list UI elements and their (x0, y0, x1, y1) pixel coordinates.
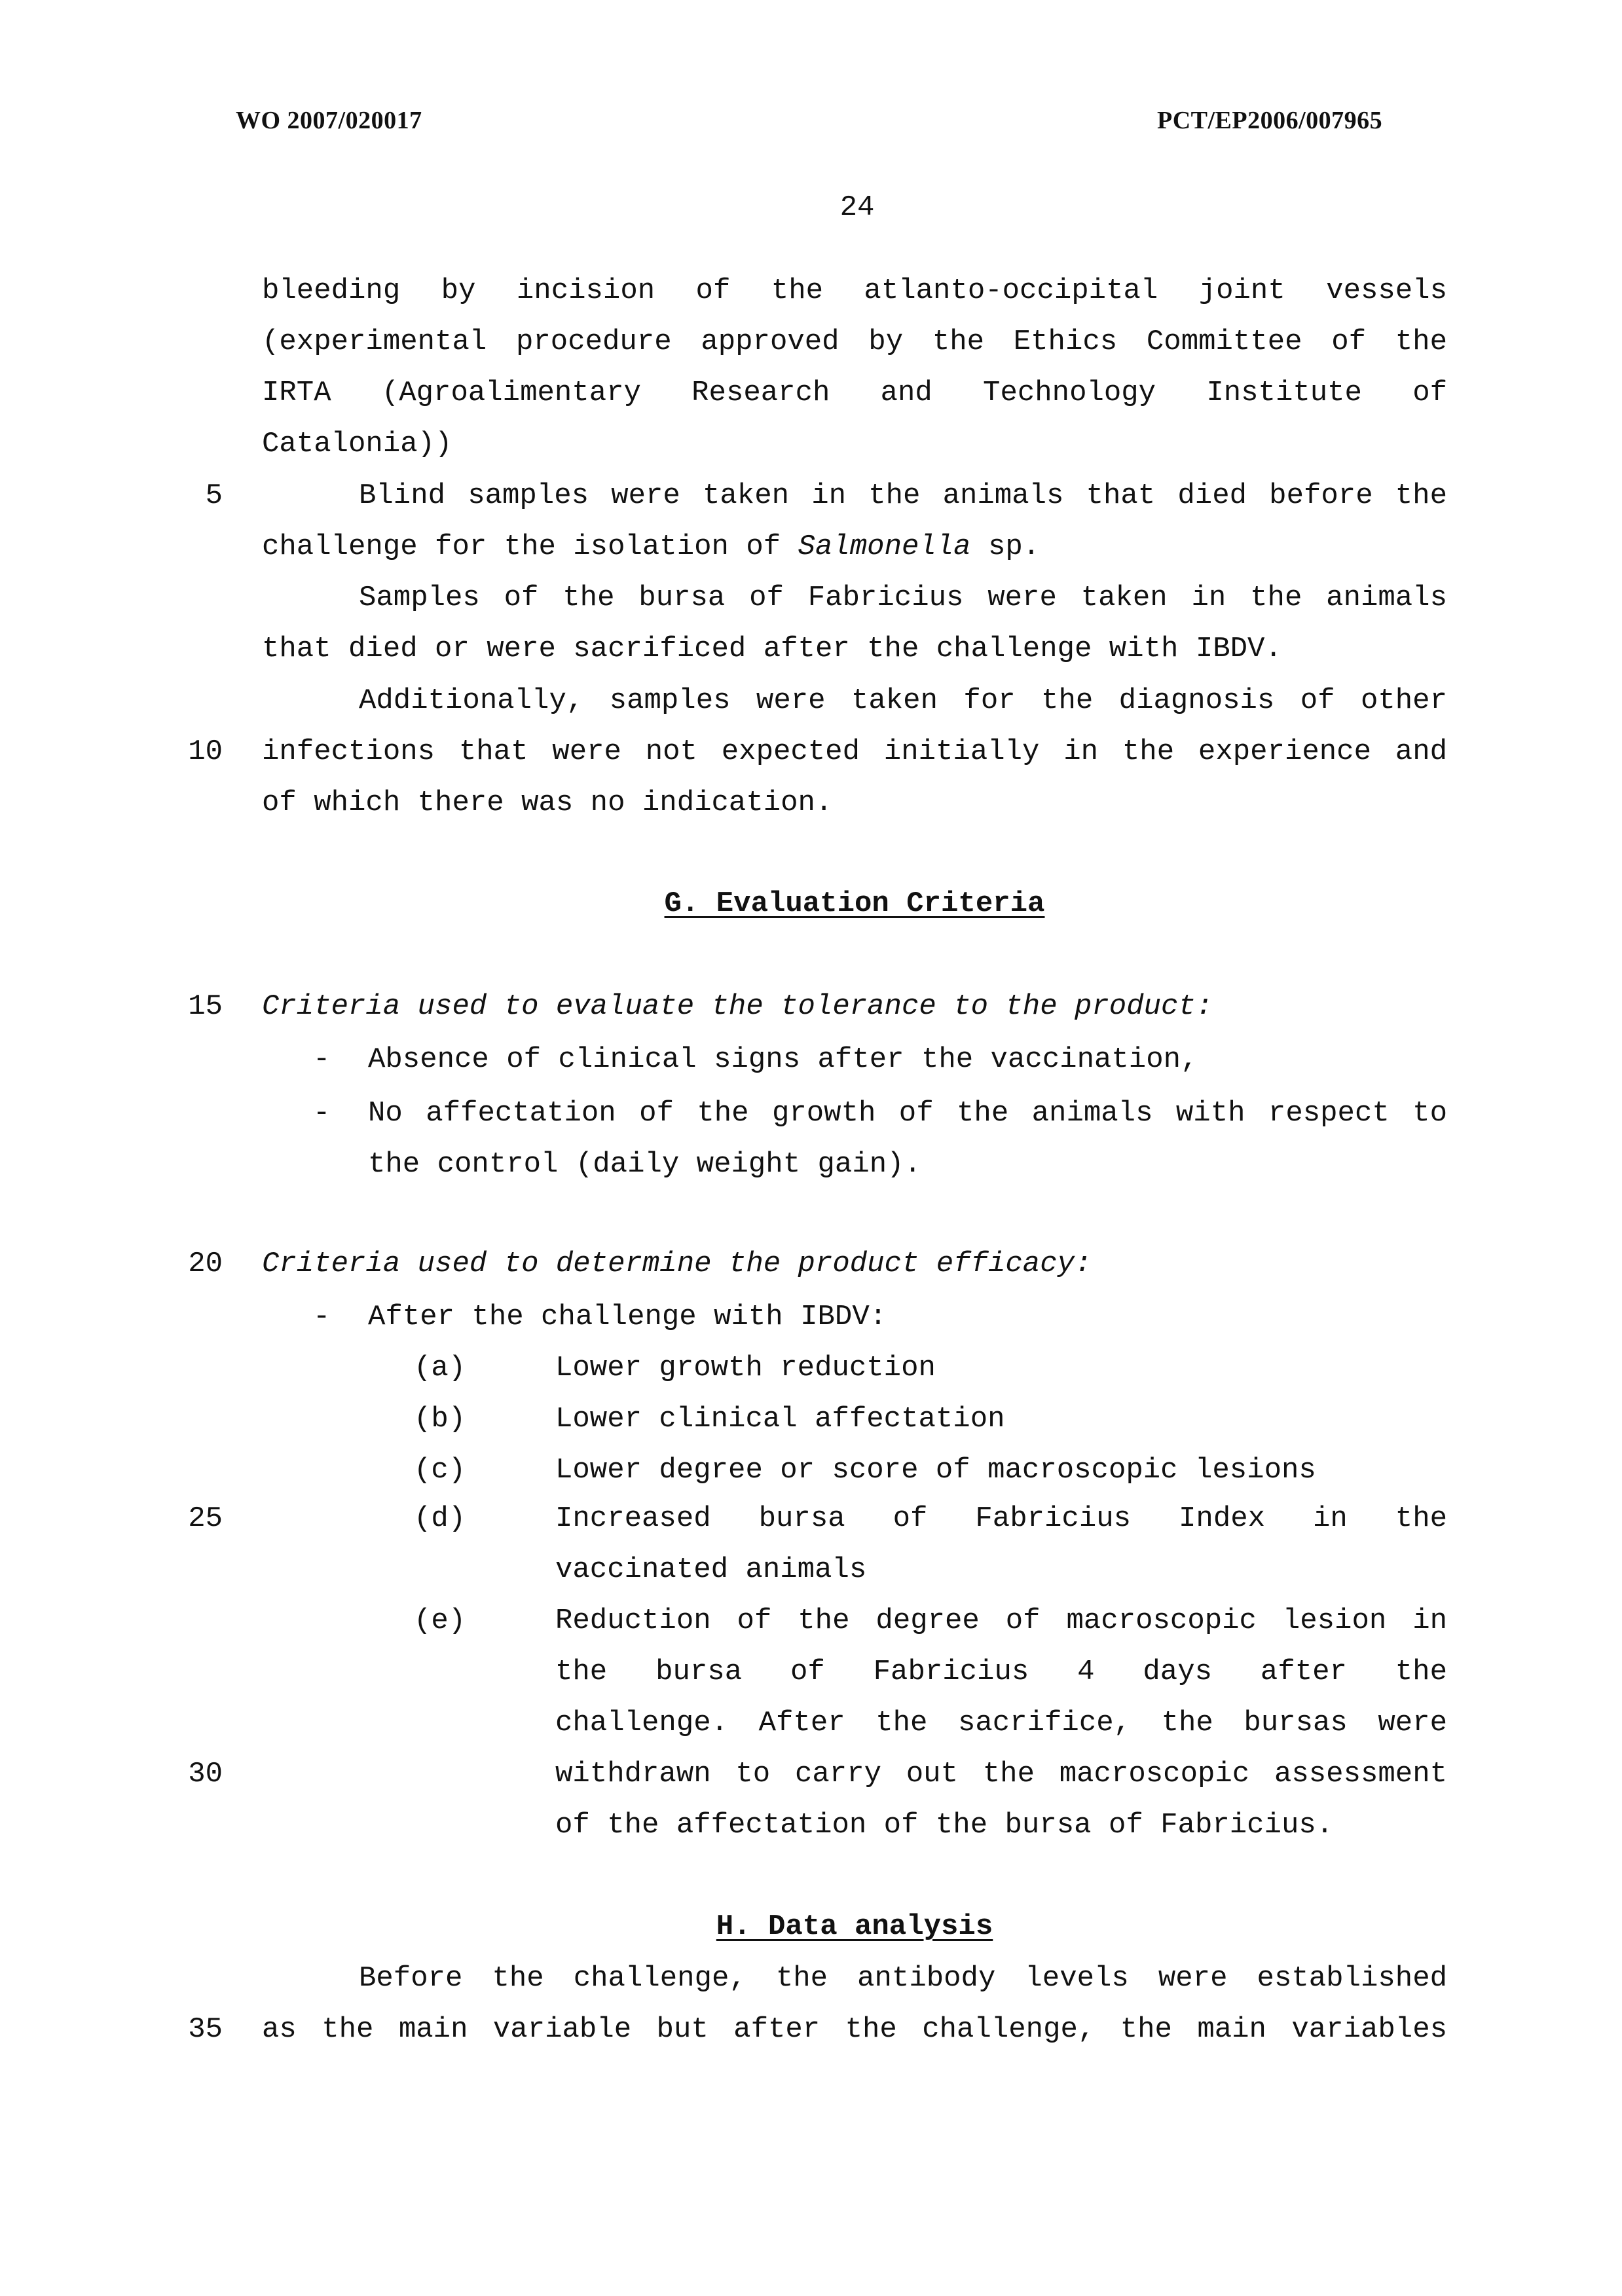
bullet-item: the control (daily weight gain). (368, 1148, 921, 1181)
bullet-dash: - (313, 1097, 331, 1130)
line-number: 10 (188, 735, 223, 768)
body-line: bleeding by incision of the atlanto-occipital joint vessels (262, 274, 1447, 307)
item-text: Increased bursa of Fabricius Index in the (555, 1502, 1447, 1535)
line-number: 30 (188, 1758, 223, 1790)
item-text: of the affectation of the bursa of Fabricius. (555, 1809, 1334, 1842)
body-line: that died or were sacrificed after the challenge with IBDV. (262, 633, 1282, 665)
line-number: 25 (188, 1502, 223, 1535)
bullet-item: No affectation of the growth of the animals with respect to (368, 1097, 1447, 1130)
body-line: of which there was no indication. (262, 787, 833, 819)
item-text: Lower degree or score of macroscopic lesions (555, 1454, 1316, 1487)
section-heading: G. Evaluation Criteria (664, 887, 1045, 920)
section-heading: H. Data analysis (716, 1910, 993, 1943)
line-number: 15 (188, 990, 223, 1023)
bullet-item: Absence of clinical signs after the vaccination, (368, 1043, 1198, 1076)
item-label: (d) (414, 1502, 466, 1535)
bullet-dash: - (313, 1043, 331, 1076)
line-number: 20 (188, 1248, 223, 1280)
item-text: Lower growth reduction (555, 1352, 936, 1384)
body-line: (experimental procedure approved by the Ethics Committee of the (262, 325, 1447, 358)
body-line: as the main variable but after the challenge, the main variables (262, 2013, 1447, 2046)
body-line: challenge for the isolation of Salmonella sp. (262, 530, 1041, 563)
body-line: Additionally, samples were taken for the diagnosis of other (359, 684, 1447, 717)
body-line: Before the challenge, the antibody levels were established (359, 1962, 1447, 1995)
item-label: (e) (414, 1604, 466, 1637)
item-label: (b) (414, 1403, 466, 1435)
bullet-item: After the challenge with IBDV: (368, 1301, 887, 1333)
item-text: withdrawn to carry out the macroscopic assessment (555, 1758, 1447, 1790)
item-text: challenge. After the sacrifice, the bursas were (555, 1707, 1447, 1739)
criteria-title: Criteria used to evaluate the tolerance to the product: (262, 990, 1213, 1023)
criteria-title: Criteria used to determine the product efficacy: (262, 1248, 1092, 1280)
bullet-dash: - (313, 1301, 331, 1333)
application-number: PCT/EP2006/007965 (1157, 107, 1383, 134)
body-line: Blind samples were taken in the animals that died before the (359, 479, 1447, 512)
item-text: vaccinated animals (555, 1553, 867, 1586)
body-line: infections that were not expected initially in the experience and (262, 735, 1447, 768)
item-text: Reduction of the degree of macroscopic lesion in (555, 1604, 1447, 1637)
organism-name: Salmonella (798, 530, 971, 563)
item-text: Lower clinical affectation (555, 1403, 1005, 1435)
item-label: (a) (414, 1352, 466, 1384)
body-line: Catalonia)) (262, 428, 452, 460)
body-line: Samples of the bursa of Fabricius were taken in the animals (359, 582, 1447, 614)
line-number: 5 (205, 479, 223, 512)
publication-number: WO 2007/020017 (236, 107, 422, 134)
item-label: (c) (414, 1454, 466, 1487)
page-number: 24 (839, 191, 875, 224)
line-number: 35 (188, 2013, 223, 2046)
body-line: IRTA (Agroalimentary Research and Technology Institute of (262, 377, 1447, 409)
item-text: the bursa of Fabricius 4 days after the (555, 1656, 1447, 1688)
